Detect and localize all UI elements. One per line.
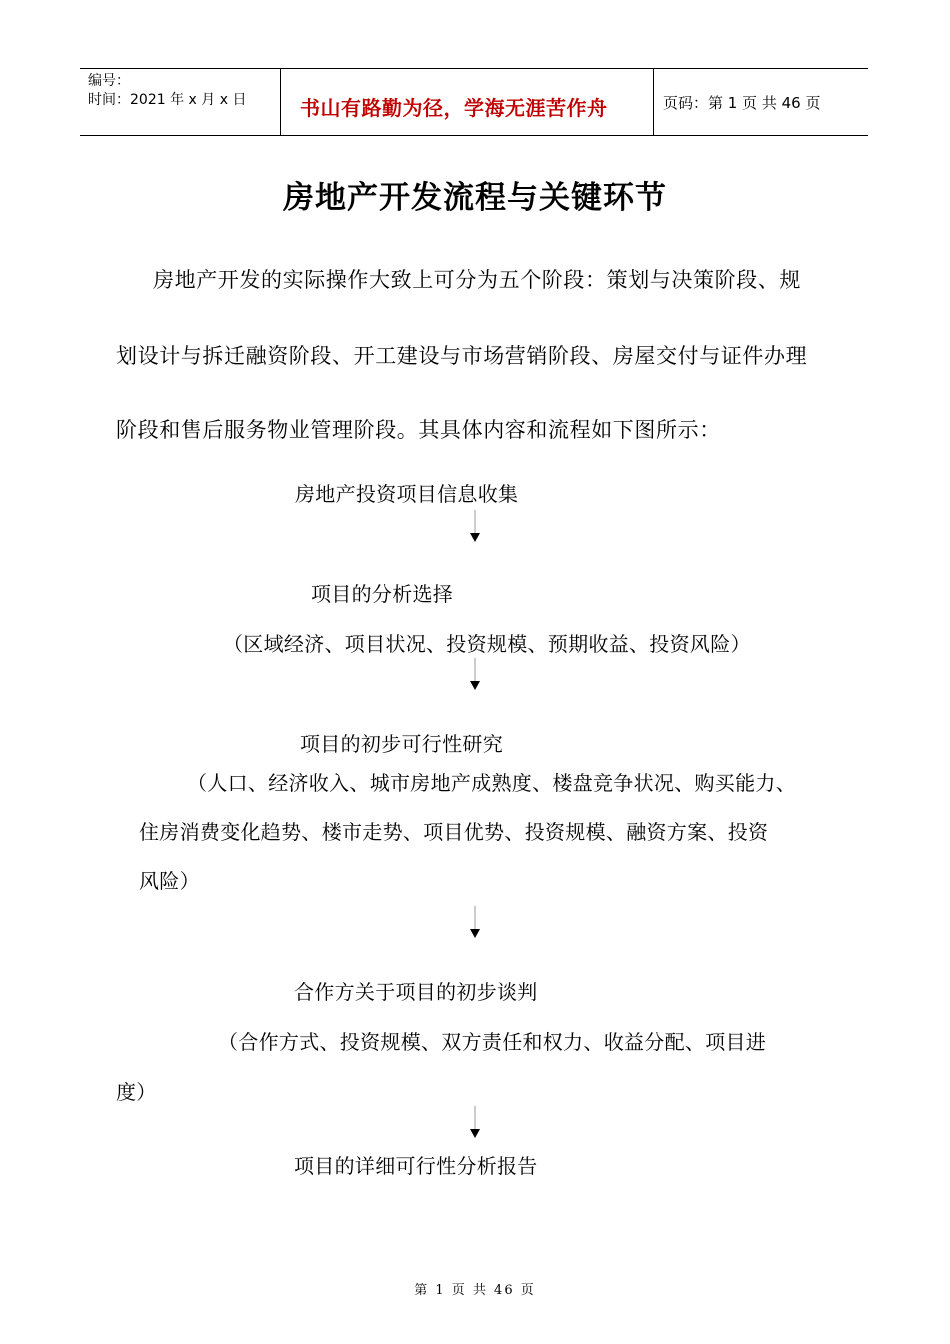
- header-top-border: [80, 68, 868, 69]
- flow-step-detail: 住房消费变化趋势、楼市走势、项目优势、投资规模、融资方案、投资: [139, 820, 769, 844]
- down-arrow-icon: [468, 658, 482, 692]
- flow-step: 合作方关于项目的初步谈判: [294, 980, 538, 1004]
- intro-line: 房地产开发的实际操作大致上可分为五个阶段：策划与决策阶段、规: [153, 268, 801, 292]
- document-time-label: 时间：2021 年 x 月 x 日: [88, 92, 247, 108]
- flow-step-detail: （人口、经济收入、城市房地产成熟度、楼盘竞争状况、购买能力、: [187, 771, 796, 795]
- header-bottom-border: [80, 135, 868, 136]
- flow-step-detail: （区域经济、项目状况、投资规模、预期收益、投资风险）: [223, 632, 751, 656]
- header-divider: [653, 68, 654, 136]
- flow-step-detail: （合作方式、投资规模、双方责任和权力、收益分配、项目进: [218, 1030, 767, 1054]
- intro-line: 阶段和售后服务物业管理阶段。其具体内容和流程如下图所示：: [116, 418, 721, 442]
- flow-step: 房地产投资项目信息收集: [295, 482, 519, 506]
- header-divider: [280, 68, 281, 136]
- document-number-label: 编号：: [88, 73, 130, 89]
- down-arrow-icon: [468, 1106, 482, 1140]
- page-title: 房地产开发流程与关键环节: [283, 180, 667, 216]
- down-arrow-icon: [468, 906, 482, 940]
- header-motto: 书山有路勤为径，学海无涯苦作舟: [300, 96, 608, 120]
- header-page-info: 页码：第 1 页 共 46 页: [663, 94, 821, 112]
- flow-step-detail: 风险）: [139, 869, 200, 893]
- flow-step: 项目的分析选择: [311, 582, 454, 606]
- down-arrow-icon: [468, 510, 482, 544]
- flow-step-detail: 度）: [116, 1080, 157, 1104]
- flow-step: 项目的初步可行性研究: [300, 732, 503, 756]
- page-footer: 第 1 页 共 46 页: [414, 1283, 536, 1298]
- intro-line: 划设计与拆迁融资阶段、开工建设与市场营销阶段、房屋交付与证件办理: [116, 344, 808, 368]
- flow-step: 项目的详细可行性分析报告: [294, 1154, 538, 1178]
